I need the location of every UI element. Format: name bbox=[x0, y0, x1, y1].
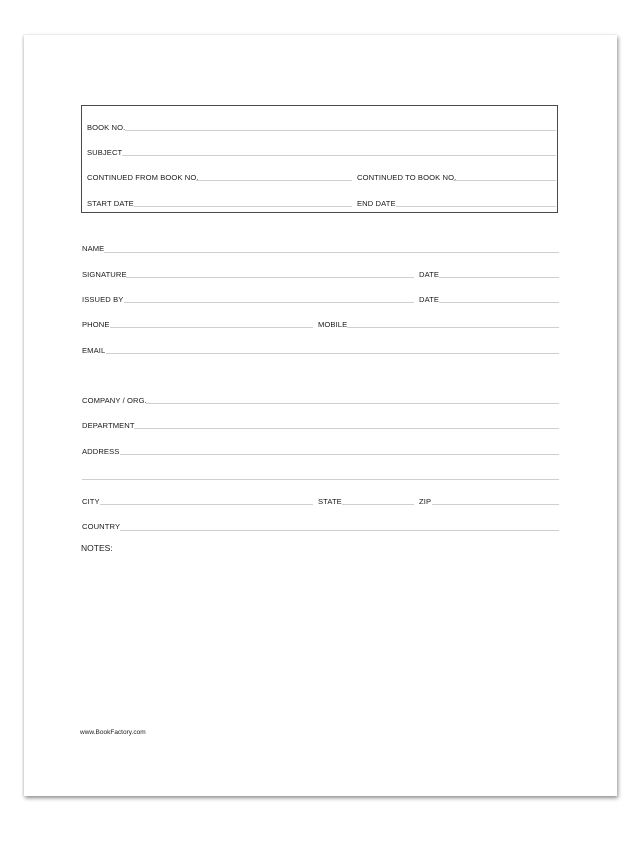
state-label: STATE bbox=[318, 497, 342, 506]
start-date-label: START DATE bbox=[87, 199, 134, 208]
zip-line[interactable] bbox=[432, 504, 559, 505]
address-line-2[interactable] bbox=[82, 479, 559, 480]
company-line[interactable] bbox=[146, 403, 559, 404]
zip-label: ZIP bbox=[419, 497, 432, 506]
company-label: COMPANY / ORG. bbox=[82, 396, 147, 405]
issued-date-label: DATE bbox=[419, 295, 440, 304]
signature-date-line[interactable] bbox=[439, 277, 559, 278]
signature-date-label: DATE bbox=[419, 270, 440, 279]
state-line[interactable] bbox=[342, 504, 414, 505]
continued-to-label: CONTINUED TO BOOK NO. bbox=[357, 173, 457, 182]
book-no-line[interactable] bbox=[125, 130, 556, 131]
start-date-line[interactable] bbox=[134, 206, 352, 207]
name-label: NAME bbox=[82, 244, 105, 253]
continued-from-label: CONTINUED FROM BOOK NO. bbox=[87, 173, 199, 182]
address-label: ADDRESS bbox=[82, 447, 120, 456]
phone-line[interactable] bbox=[110, 327, 313, 328]
phone-label: PHONE bbox=[82, 320, 110, 329]
email-label: EMAIL bbox=[82, 346, 106, 355]
end-date-label: END DATE bbox=[357, 199, 396, 208]
country-label: COUNTRY bbox=[82, 522, 121, 531]
notes-label: NOTES: bbox=[81, 543, 113, 553]
book-info-box bbox=[81, 105, 558, 213]
department-label: DEPARTMENT bbox=[82, 421, 135, 430]
end-date-line[interactable] bbox=[396, 206, 556, 207]
mobile-line[interactable] bbox=[347, 327, 559, 328]
signature-line[interactable] bbox=[126, 277, 414, 278]
mobile-label: MOBILE bbox=[318, 320, 348, 329]
signature-label: SIGNATURE bbox=[82, 270, 127, 279]
country-line[interactable] bbox=[120, 530, 559, 531]
issued-by-line[interactable] bbox=[124, 302, 414, 303]
city-label: CITY bbox=[82, 497, 100, 506]
continued-to-line[interactable] bbox=[453, 180, 556, 181]
address-line-1[interactable] bbox=[120, 454, 559, 455]
book-no-label: BOOK NO. bbox=[87, 123, 126, 132]
subject-label: SUBJECT bbox=[87, 148, 123, 157]
footer-url: www.BookFactory.com bbox=[80, 729, 146, 736]
name-line[interactable] bbox=[104, 252, 559, 253]
issued-date-line[interactable] bbox=[439, 302, 559, 303]
email-line[interactable] bbox=[106, 353, 559, 354]
city-line[interactable] bbox=[100, 504, 313, 505]
subject-line[interactable] bbox=[122, 155, 556, 156]
department-line[interactable] bbox=[134, 428, 559, 429]
issued-by-label: ISSUED BY bbox=[82, 295, 124, 304]
continued-from-line[interactable] bbox=[196, 180, 352, 181]
